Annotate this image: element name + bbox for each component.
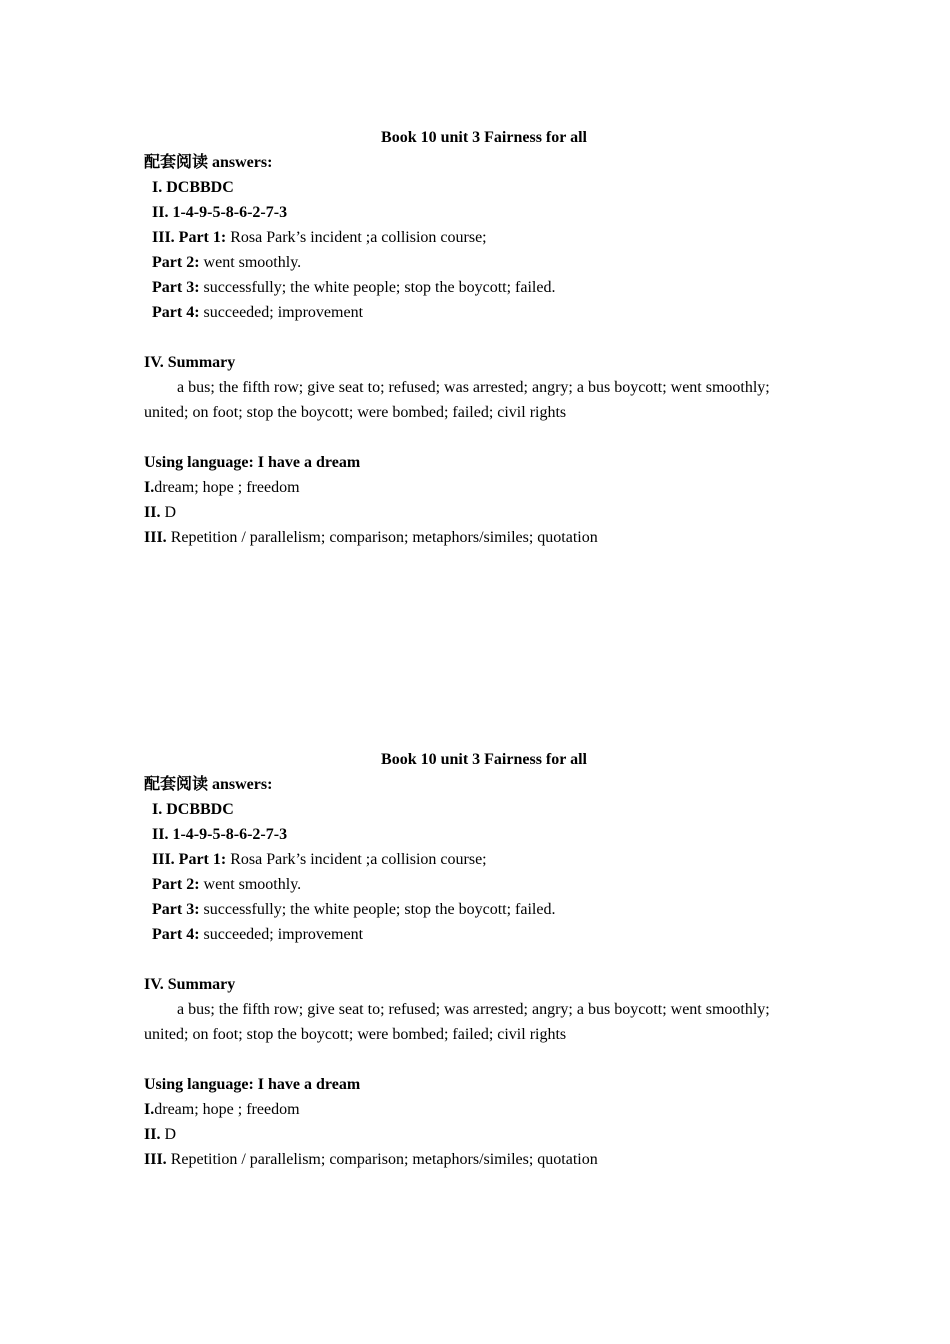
answer-i-text: I. DCBBDC bbox=[152, 179, 234, 196]
answer-part3 bbox=[144, 897, 824, 922]
summary-line-1: a bus; the fifth row; give seat to; refused; was arrested; angry; a bus boycott; went smoothly; bbox=[177, 379, 770, 396]
using-language-heading bbox=[144, 450, 824, 475]
ul-ii-label: II. bbox=[144, 1126, 161, 1143]
answer-i bbox=[144, 175, 824, 200]
ul-i-text: dream; hope ; freedom bbox=[154, 1101, 300, 1118]
part1-label: III. Part 1: bbox=[152, 851, 227, 868]
summary-line-2: united; on foot; stop the boycott; were bombed; failed; civil rights bbox=[144, 404, 567, 421]
part4-label: Part 4: bbox=[152, 304, 200, 321]
part2-label: Part 2: bbox=[152, 254, 200, 271]
part3-text: successfully; the white people; stop the boycott; failed. bbox=[199, 901, 556, 918]
part1-label: III. Part 1: bbox=[152, 229, 227, 246]
answer-ii bbox=[144, 200, 824, 225]
answers-heading bbox=[144, 772, 824, 797]
answer-section-1 bbox=[144, 125, 824, 550]
ul-ii-text: D bbox=[160, 504, 177, 521]
answers-heading-text: 配套阅读 answers: bbox=[144, 776, 273, 793]
part1-text: Rosa Park’s incident ;a collision course; bbox=[226, 229, 487, 246]
spacer bbox=[144, 947, 824, 972]
using-language-i bbox=[144, 475, 824, 500]
using-language-iii bbox=[144, 1147, 824, 1172]
answer-ii-text: II. 1-4-9-5-8-6-2-7-3 bbox=[152, 204, 288, 221]
ul-iii-text: Repetition / parallelism; comparison; metaphors/similes; quotation bbox=[166, 1151, 598, 1168]
part2-text: went smoothly. bbox=[199, 876, 302, 893]
part2-label: Part 2: bbox=[152, 876, 200, 893]
document-title: Book 10 unit 3 Fairness for all bbox=[381, 751, 587, 768]
part3-label: Part 3: bbox=[152, 901, 200, 918]
summary-heading bbox=[144, 972, 824, 997]
part2-text: went smoothly. bbox=[199, 254, 302, 271]
answer-i bbox=[144, 797, 824, 822]
ul-iii-text: Repetition / parallelism; comparison; metaphors/similes; quotation bbox=[166, 529, 598, 546]
ul-i-label: I. bbox=[144, 479, 155, 496]
spacer bbox=[144, 325, 824, 350]
part4-label: Part 4: bbox=[152, 926, 200, 943]
answer-part4 bbox=[144, 922, 824, 947]
answer-iii-part1 bbox=[144, 225, 824, 250]
part1-text: Rosa Park’s incident ;a collision course; bbox=[226, 851, 487, 868]
ul-i-label: I. bbox=[144, 1101, 155, 1118]
answers-heading bbox=[144, 150, 824, 175]
part3-label: Part 3: bbox=[152, 279, 200, 296]
using-language-heading bbox=[144, 1072, 824, 1097]
answer-part2 bbox=[144, 250, 824, 275]
answer-part2 bbox=[144, 872, 824, 897]
using-language-i bbox=[144, 1097, 824, 1122]
using-language-heading-text: Using language: I have a dream bbox=[144, 454, 361, 471]
ul-iii-label: III. bbox=[144, 1151, 167, 1168]
answer-part3 bbox=[144, 275, 824, 300]
answer-section-2 bbox=[144, 747, 824, 1172]
ul-ii-label: II. bbox=[144, 504, 161, 521]
answer-ii bbox=[144, 822, 824, 847]
ul-i-text: dream; hope ; freedom bbox=[154, 479, 300, 496]
summary-heading bbox=[144, 350, 824, 375]
summary-line-1: a bus; the fifth row; give seat to; refused; was arrested; angry; a bus boycott; went smoothly; bbox=[177, 1001, 770, 1018]
spacer bbox=[144, 425, 824, 450]
part3-text: successfully; the white people; stop the boycott; failed. bbox=[199, 279, 556, 296]
answer-ii-text: II. 1-4-9-5-8-6-2-7-3 bbox=[152, 826, 288, 843]
using-language-ii bbox=[144, 1122, 824, 1147]
summary-line-2: united; on foot; stop the boycott; were bombed; failed; civil rights bbox=[144, 1026, 567, 1043]
answer-iii-part1 bbox=[144, 847, 824, 872]
summary-heading-text: IV. Summary bbox=[144, 354, 236, 371]
ul-iii-label: III. bbox=[144, 529, 167, 546]
using-language-ii bbox=[144, 500, 824, 525]
using-language-iii bbox=[144, 525, 824, 550]
answer-part4 bbox=[144, 300, 824, 325]
spacer bbox=[144, 1047, 824, 1072]
answer-i-text: I. DCBBDC bbox=[152, 801, 234, 818]
part4-text: succeeded; improvement bbox=[199, 926, 364, 943]
part4-text: succeeded; improvement bbox=[199, 304, 364, 321]
ul-ii-text: D bbox=[160, 1126, 177, 1143]
summary-heading-text: IV. Summary bbox=[144, 976, 236, 993]
document-title: Book 10 unit 3 Fairness for all bbox=[381, 129, 587, 146]
answers-heading-text: 配套阅读 answers: bbox=[144, 154, 273, 171]
using-language-heading-text: Using language: I have a dream bbox=[144, 1076, 361, 1093]
